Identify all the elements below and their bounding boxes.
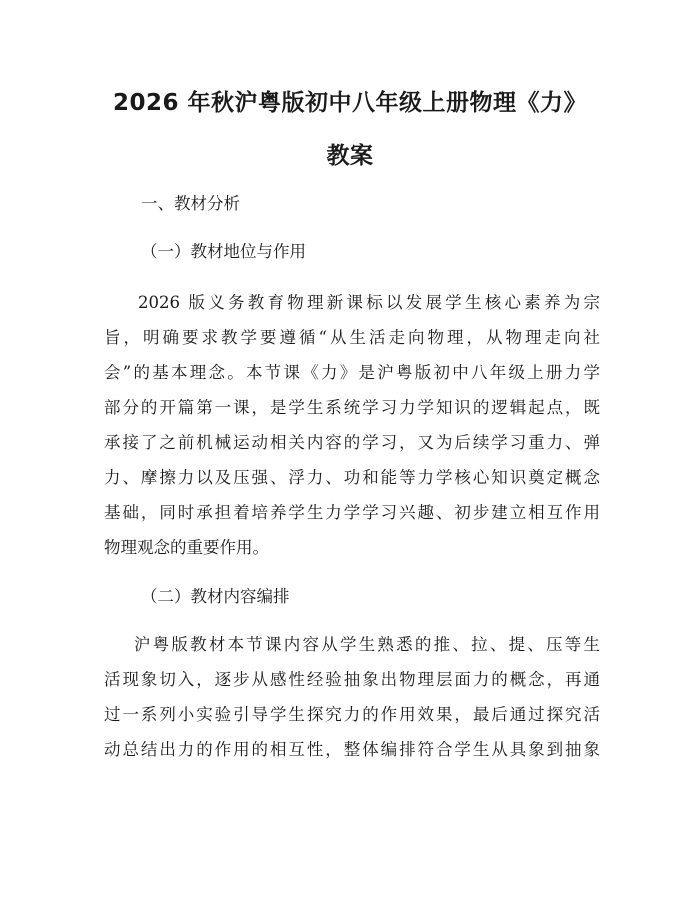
document-title-line-2: 教案 [326, 143, 374, 169]
paragraph-line: 力、摩擦力以及压强、浮力、功和能等力学核心知识奠定概念 [104, 468, 600, 487]
paragraph-line: 会”的基本理念。本节课《力》是沪粤版初中八年级上册力学 [104, 363, 600, 382]
paragraph-line: 基础，同时承担着培养学生力学学习兴趣、初步建立相互作用 [104, 503, 600, 522]
subsection-heading-status-and-role: （一）教材地位与作用 [141, 242, 306, 261]
document-title-line-1: 2026 年秋沪粤版初中八年级上册物理《力》 [112, 90, 588, 116]
paragraph-line: 动总结出力的作用的相互性，整体编排符合学生从具象到抽象 [104, 740, 600, 759]
subsection-heading-content-arrangement: （二）教材内容编排 [141, 587, 290, 606]
paragraph-line: 部分的开篇第一课，是学生系统学习力学知识的逻辑起点，既 [104, 398, 600, 417]
paragraph-content-arrangement [104, 627, 600, 767]
section-heading-textbook-analysis: 一、教材分析 [141, 194, 240, 213]
paragraph-line: 物理观念的重要作用。 [104, 538, 269, 557]
paragraph-line: 2026 版义务教育物理新课标以发展学生核心素养为宗 [104, 293, 600, 312]
paragraph-line: 沪粤版教材本节课内容从学生熟悉的推、拉、提、压等生 [104, 635, 600, 654]
paragraph-line: 旨，明确要求教学要遵循“从生活走向物理，从物理走向社 [104, 328, 600, 347]
paragraph-line: 过一系列小实验引导学生探究力的作用效果，最后通过探究活 [104, 705, 600, 724]
paragraph-line: 承接了之前机械运动相关内容的学习，又为后续学习重力、弹 [104, 433, 600, 452]
paragraph-status-and-role [104, 285, 600, 565]
paragraph-line: 活现象切入，逐步从感性经验抽象出物理层面力的概念，再通 [104, 670, 600, 689]
